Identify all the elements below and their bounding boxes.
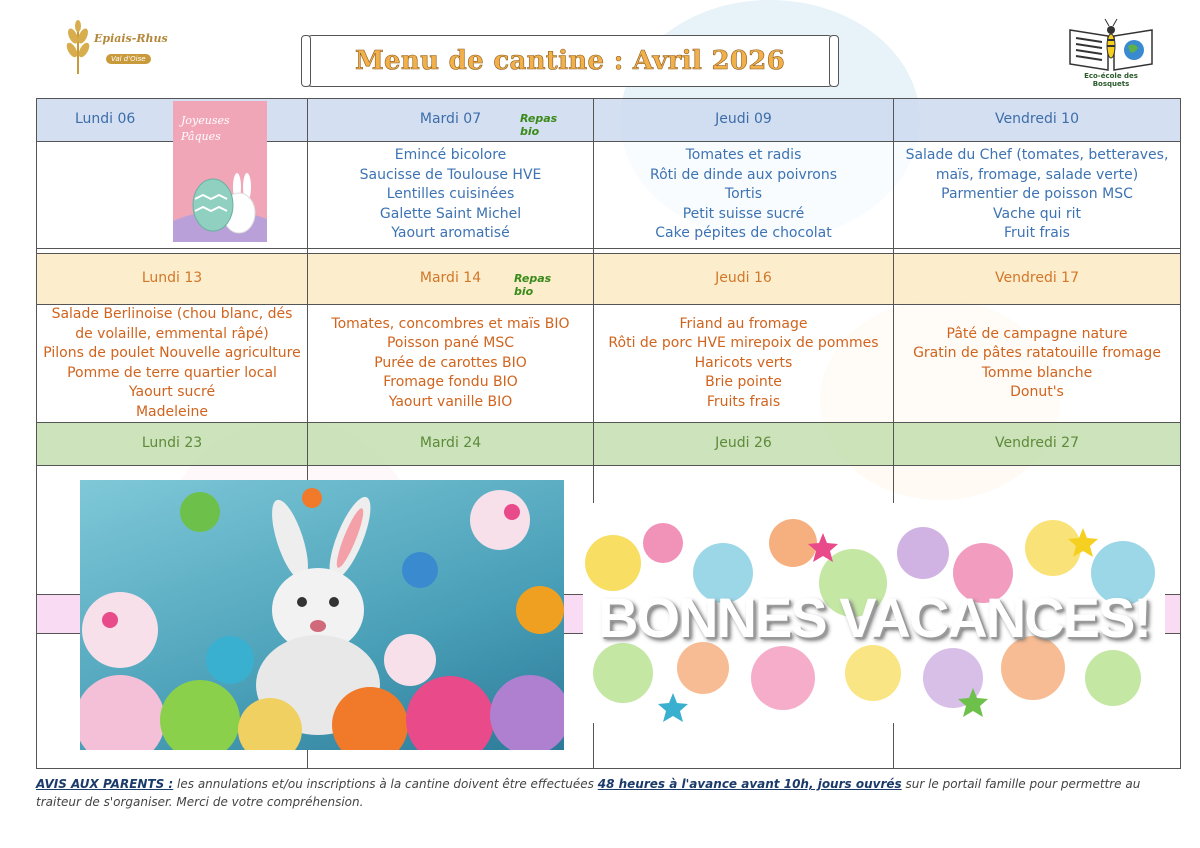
menu-item: Fruits frais	[706, 393, 781, 410]
notice-text: les annulations et/ou inscriptions à la cantine doivent être effectuées	[173, 777, 598, 791]
easter-bunny-egg-icon	[173, 101, 267, 242]
notice-text: sur le portail famille pour permettre au traiteur de s'organiser. Merci de votre compréhension.	[36, 777, 1141, 809]
menu-item: Pomme de terre quartier local	[67, 364, 277, 381]
week2-header-row	[37, 254, 1181, 305]
menu-item: Salade du Chef (tomates, betteraves, maïs, fromage, salade verte)	[905, 147, 1169, 183]
commune-name: Epiais-Rhus	[94, 32, 168, 45]
week2-menu-row	[37, 305, 1181, 423]
menu-item: Poisson pané MSC	[386, 335, 515, 352]
menu-cell	[594, 305, 894, 423]
menu-item: Gratin de pâtes ratatouille fromage	[913, 345, 1161, 361]
notice-emphasis: 48 heures à l'avance avant 10h, jours ouvrés	[597, 777, 902, 791]
menu-item: Lentilles cuisinées	[386, 186, 515, 203]
menu-item: Friand au fromage	[679, 315, 808, 332]
menu-item: Haricots verts	[694, 354, 793, 371]
day-header: Vendredi 10	[894, 99, 1181, 142]
menu-item: Rôti de porc HVE mirepoix de pommes	[608, 335, 879, 352]
day-header: Mardi 24	[308, 423, 594, 466]
menu-cell	[308, 142, 594, 249]
easter-bunny-picture	[80, 480, 564, 750]
menu-item: Brie pointe	[705, 374, 782, 391]
commune-logo	[58, 20, 168, 76]
menu-item: Yaourt vanille BIO	[388, 393, 513, 410]
day-header: Lundi 06	[37, 99, 308, 142]
menu-item: Galette Saint Michel	[379, 205, 522, 222]
menu-item: Tomates et radis	[685, 147, 802, 164]
page-title: Menu de cantine : Avril 2026	[354, 46, 786, 76]
menu-item: Pilons de poulet Nouvelle agriculture	[43, 345, 301, 361]
page-title-banner	[306, 35, 834, 87]
day-header: Vendredi 17	[894, 254, 1181, 305]
menu-item: Tortis	[724, 186, 763, 203]
menu-item: Pâté de campagne nature	[946, 325, 1128, 342]
menu-item: Salade Berlinoise (chou blanc, dés de volaille, emmental râpé)	[51, 306, 293, 342]
easter-card	[173, 101, 267, 242]
menu-item: Vache qui rit	[993, 205, 1081, 222]
menu-cell	[894, 305, 1181, 423]
commune-subtitle: Val d'Oise	[106, 54, 151, 64]
eco-school-name: Eco-école des Bosquets	[1084, 72, 1138, 88]
menu-item: Fruit frais	[1004, 225, 1070, 242]
vacances-banner	[583, 503, 1165, 723]
menu-cell	[594, 142, 894, 249]
eco-school-logo	[1066, 16, 1156, 86]
vacances-text: BONNES VACANCES!	[598, 586, 1150, 649]
menu-item: Saucisse de Toulouse HVE	[359, 166, 542, 183]
day-header: Jeudi 26	[594, 423, 894, 466]
day-header: Jeudi 16	[594, 254, 894, 305]
menu-item: Yaourt sucré	[128, 384, 216, 400]
menu-cell	[37, 305, 308, 423]
day-header: Lundi 23	[37, 423, 308, 466]
notice-label: AVIS AUX PARENTS :	[36, 777, 174, 791]
bio-label: Repas bio	[514, 272, 552, 298]
menu-cell	[308, 305, 594, 423]
menu-item: Cake pépites de chocolat	[655, 225, 832, 242]
menu-item: Yaourt aromatisé	[391, 225, 510, 242]
bio-label: Repas bio	[520, 112, 558, 138]
menu-item: Tomme blanche	[981, 364, 1093, 381]
day-header: Vendredi 27	[894, 423, 1181, 466]
easter-card-text: Joyeuses Pâques	[181, 114, 230, 143]
menu-cell	[894, 142, 1181, 249]
menu-item: Emincé bicolore	[394, 147, 507, 164]
menu-item: Purée de carottes BIO	[374, 354, 527, 371]
menu-item: Tomates, concombres et maïs BIO	[331, 315, 570, 332]
menu-item: Rôti de dinde aux poivrons	[649, 166, 838, 183]
week3-header-row	[37, 423, 1181, 466]
bio-meal-badge	[514, 272, 564, 298]
day-header: Jeudi 09	[594, 99, 894, 142]
menu-item: Donut's	[1010, 384, 1064, 400]
menu-item: Parmentier de poisson MSC	[941, 186, 1133, 203]
day-header: Lundi 13	[37, 254, 308, 305]
menu-item: Fromage fondu BIO	[383, 374, 518, 391]
day-header: Mardi 07	[308, 99, 594, 142]
day-header: Mardi 14	[308, 254, 594, 305]
bio-meal-badge	[520, 112, 570, 138]
menu-item: Petit suisse sucré	[682, 205, 805, 222]
wheat-icon	[58, 20, 98, 74]
bunny-eggs-illustration	[80, 480, 564, 750]
parents-notice	[36, 775, 1146, 811]
book-bee-icon	[1066, 16, 1156, 74]
menu-item: Madeleine	[135, 403, 209, 420]
